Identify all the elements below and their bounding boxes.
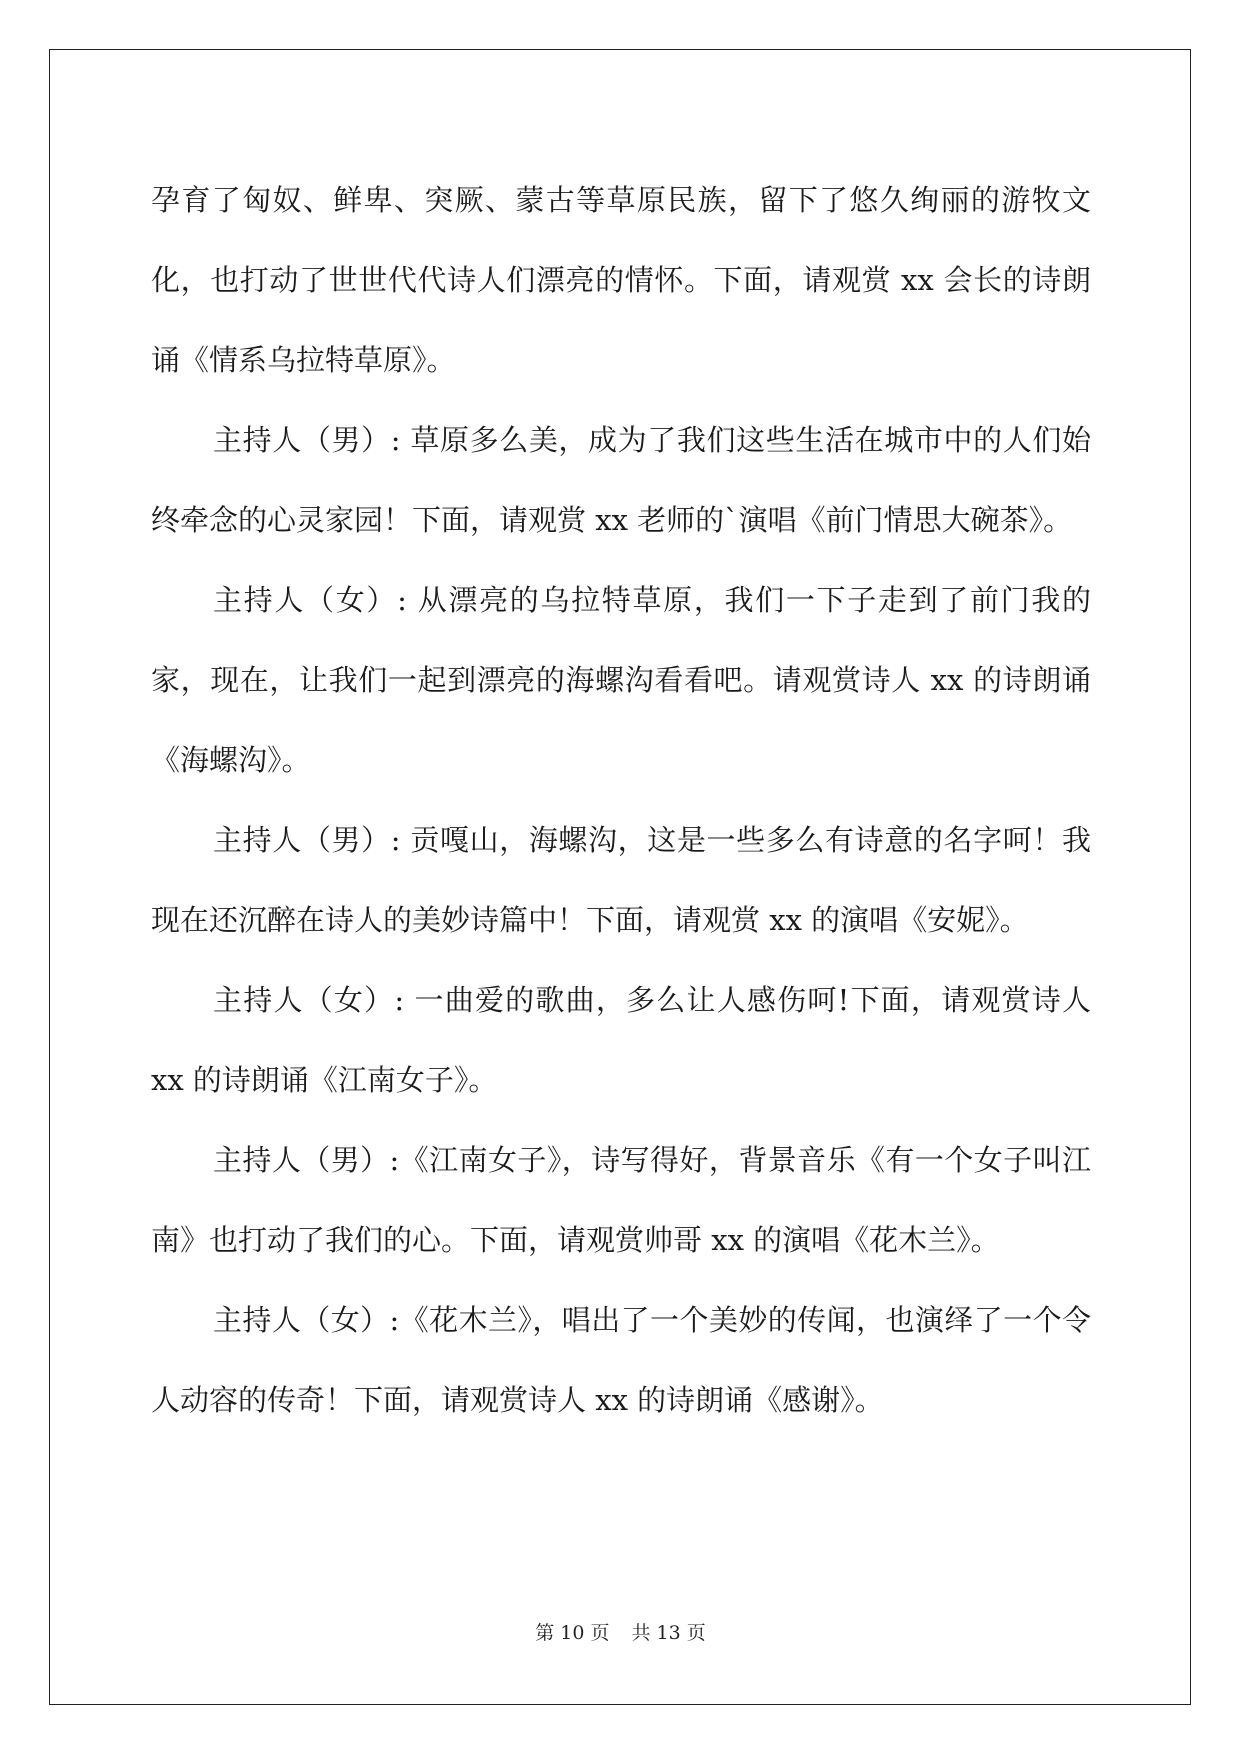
paragraph-2: 主持人（男）: 草原多么美，成为了我们这些生活在城市中的人们始终牵念的心灵家园！下面，请观赏 xx 老师的`演唱《前门情思大碗茶》。 (151, 423, 1091, 537)
paragraph-6: 主持人（男）:《江南女子》，诗写得好，背景音乐《有一个女子叫江南》也打动了我们的心。下面，请观赏帅哥 xx 的演唱《花木兰》。 (151, 1143, 1091, 1257)
paragraph-4: 主持人（男）: 贡嘎山，海螺沟，这是一些多么有诗意的名字呵！我现在还沉醉在诗人的美妙诗篇中！下面，请观赏 xx 的演唱《安妮》。 (151, 823, 1091, 937)
page-total: 共 13 页 (631, 1622, 706, 1644)
page-number: 第 10 页 (535, 1622, 610, 1644)
paragraph-7: 主持人（女）:《花木兰》，唱出了一个美妙的传闻，也演绎了一个令人动容的传奇！下面，请观赏诗人 xx 的诗朗诵《感谢》。 (151, 1303, 1091, 1417)
paragraph-3: 主持人（女）: 从漂亮的乌拉特草原，我们一下子走到了前门我的家，现在，让我们一起到漂亮的海螺沟看看吧。请观赏诗人 xx 的诗朗诵《海螺沟》。 (151, 583, 1091, 777)
paragraph-1: 孕育了匈奴、鲜卑、突厥、蒙古等草原民族，留下了悠久绚丽的游牧文化，也打动了世世代代诗人们漂亮的情怀。下面，请观赏 xx 会长的诗朗诵《情系乌拉特草原》。 (151, 183, 1091, 377)
page-footer (0, 1620, 1241, 1646)
paragraph-5: 主持人（女）: 一曲爱的歌曲，多么让人感伤呵!下面，请观赏诗人 xx 的诗朗诵《江南女子》。 (151, 983, 1091, 1097)
document-body (151, 160, 1091, 1440)
